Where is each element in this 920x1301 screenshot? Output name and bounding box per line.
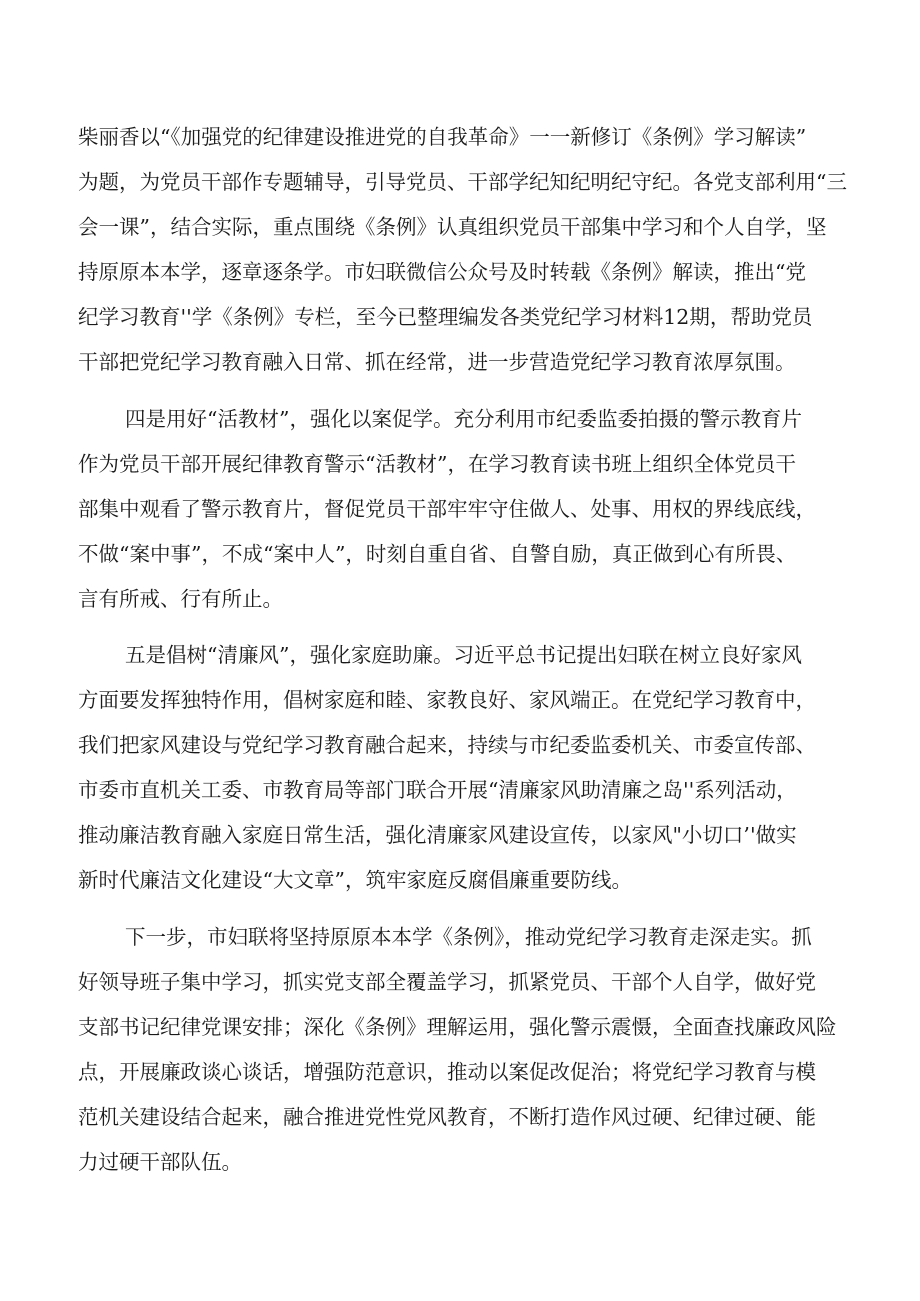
text-line: 部集中观看了警示教育片，督促党员干部牢牢守住做人、处事、用权的界线底线， [78,497,816,521]
text-line: 方面要发挥独特作用，倡树家庭和睦、家教良好、家风端正。在党纪学习教育中， [78,688,816,712]
text-line: 不做“案中事”，不成“案中人”，时刻自重自省、自警自励，真正做到心有所畏、 [78,542,797,566]
text-line: 新时代廉洁文化建设“大文章”，筑牢家庭反腐倡廉重要防线。 [78,868,632,892]
text-line: 柴丽香以“《加强党的纪律建设推进党的自我革命》一一新修订《条例》学习解读” [78,125,807,149]
text-line: 力过硬干部队伍。 [78,1150,242,1174]
text-line: 持原原本本学，逐章逐条学。市妇联微信公众号及时转载《条例》解读，推出“党 [78,260,806,284]
text-line: 为题，为党员干部作专题辅导，引导党员、干部学纪知纪明纪守纪。各党支部利用“三 [78,170,847,194]
text-line: 干部把党纪学习教育融入日常、抓在经常，进一步营造党纪学习教育浓厚氛围。 [78,350,796,374]
text-line: 点，开展廉政谈心谈话，增强防范意识，推动以案促改促治；将党纪学习教育与模 [78,1060,816,1084]
text-line: 四是用好“活教材”，强化以案促学。充分利用市纪委监委拍摄的警示教育片 [125,407,802,431]
text-line: 纪学习教育''学《条例》专栏，至今已整理编发各类党纪学习材料12期，帮助党员 [78,305,813,329]
text-line: 好领导班子集中学习，抓实党支部全覆盖学习，抓紧党员、干部个人自学，做好党 [78,970,816,994]
text-line: 推动廉洁教育融入家庭日常生活，强化清廉家风建设宣传，以家风"小切口’'做实 [78,823,797,847]
text-line: 我们把家风建设与党纪学习教育融合起来，持续与市纪委监委机关、市委宣传部、 [78,733,816,757]
text-line: 范机关建设结合起来，融合推进党性党风教育，不断打造作风过硬、纪律过硬、能 [78,1105,816,1129]
text-line: 市委市直机关工委、市教育局等部门联合开展“清廉家风助清廉之岛''系列活动， [78,778,797,802]
text-line: 会一课”，结合实际，重点围绕《条例》认真组织党员干部集中学习和个人自学，坚 [78,215,827,239]
text-line: 下一步，市妇联将坚持原原本本学《条例》，推动党纪学习教育走深走实。抓 [125,925,812,949]
text-line: 支部书记纪律党课安排；深化《条例》理解运用，强化警示震慑，全面查找廉政风险 [78,1015,837,1039]
text-line: 言有所戒、行有所止。 [78,587,283,611]
text-line: 作为党员干部开展纪律教育警示“活教材”，在学习教育读书班上组织全体党员干 [78,452,796,476]
text-line: 五是倡树“清廉风”，强化家庭助廉。习近平总书记提出妇联在树立良好家风 [125,643,802,667]
